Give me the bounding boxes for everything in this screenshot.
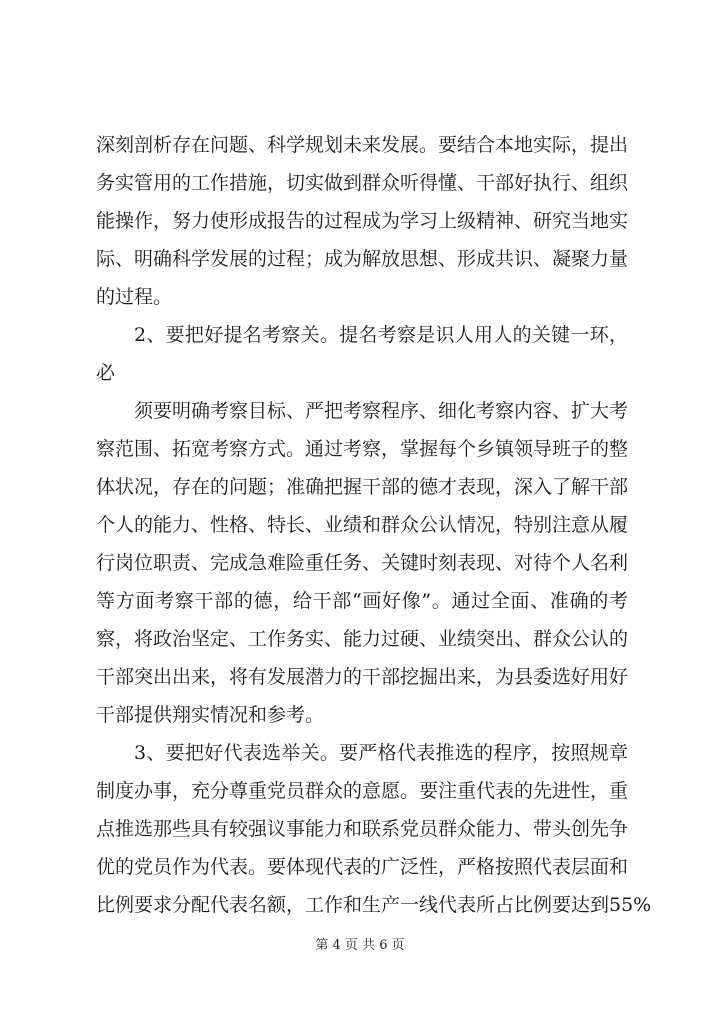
text-line: 3、要把好代表选举关。要严格代表推选的程序，按照规章 [134, 742, 628, 764]
text-line: 个人的能力、性格、特长、业绩和群众公认情况，特别注意从履 [96, 514, 629, 536]
text-line: 际、明确科学发展的过程；成为解放思想、形成共识、凝聚力量 [96, 248, 629, 270]
text-line: 2、要把好提名考察关。提名考察是识人用人的关键一环， [134, 324, 628, 346]
text-line: 察范围、拓宽考察方式。通过考察，掌握每个乡镇领导班子的整 [96, 438, 629, 460]
text-line: 干部提供翔实情况和参考。 [96, 704, 325, 726]
text-line: 优的党员作为代表。要体现代表的广泛性，严格按照代表层面和 [96, 856, 629, 878]
text-line: 能操作，努力使形成报告的过程成为学习上级精神、研究当地实 [96, 210, 629, 232]
text-line: 务实管用的工作措施，切实做到群众听得懂、干部好执行、组织 [96, 172, 629, 194]
body-text [96, 126, 652, 924]
text-line: 行岗位职责、完成急难险重任务、关键时刻表现、对待个人名利 [96, 552, 629, 574]
text-line: 比例要求分配代表名额，工作和生产一线代表所占比例要达到55% [96, 894, 652, 916]
page-number: 第 4 页 共 6 页 [315, 938, 405, 953]
text-line: 体状况，存在的问题；准确把握干部的德才表现，深入了解干部 [96, 476, 629, 498]
text-line: 制度办事，充分尊重党员群众的意愿。要注重代表的先进性，重 [96, 780, 629, 802]
text-line: 的过程。 [96, 286, 173, 308]
text-line: 深刻剖析存在问题、科学规划未来发展。要结合本地实际，提出 [96, 134, 629, 156]
text-line: 必 [96, 362, 116, 384]
text-line: 察，将政治坚定、工作务实、能力过硬、业绩突出、群众公认的 [96, 628, 629, 650]
text-line: 干部突出出来，将有发展潜力的干部挖掘出来，为县委选好用好 [96, 666, 629, 688]
text-line: 须要明确考察目标、严把考察程序、细化考察内容、扩大考 [134, 400, 629, 422]
text-line: 等方面考察干部的德，给干部“画好像”。通过全面、准确的考 [96, 590, 628, 612]
text-line: 点推选那些具有较强议事能力和联系党员群众能力、带头创先争 [96, 818, 629, 840]
